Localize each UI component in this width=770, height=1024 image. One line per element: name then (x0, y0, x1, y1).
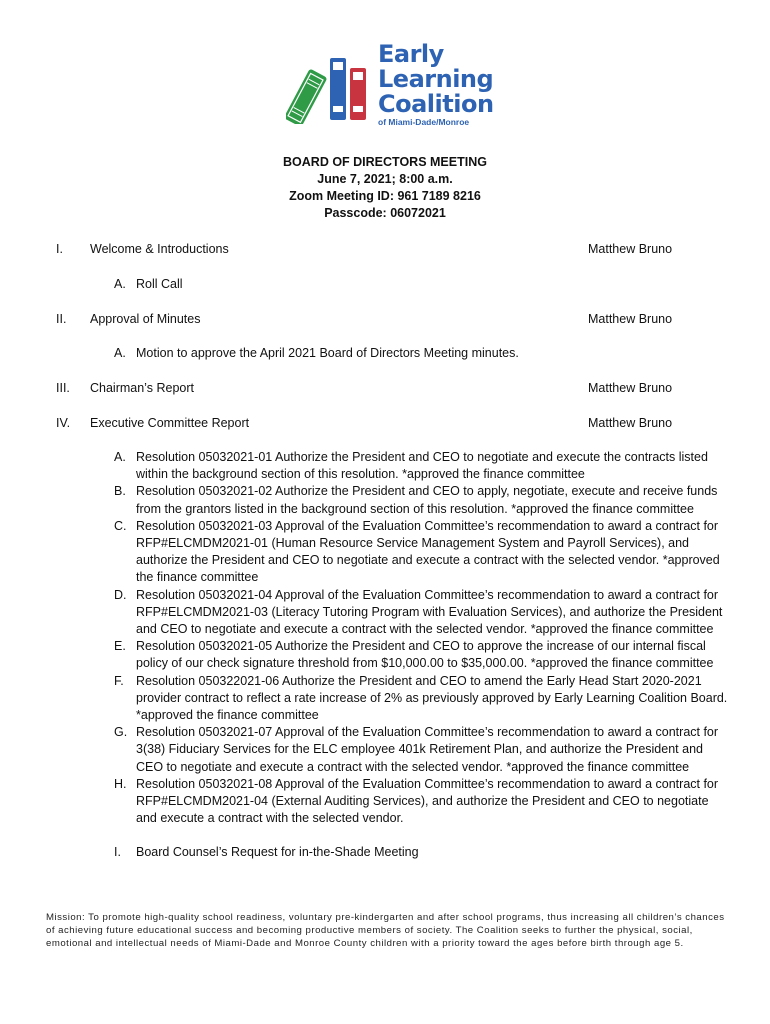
mission-statement: Mission: To promote high-quality school readiness, voluntary pre-kindergarten and after school programs, thus increasing all children’s chances of achieving future educational success and becoming productive members of society. The Coalition seeks to further the physical, social, emotional and intellectual needs of Miami-Dade and Monroe County children with a priority toward the ages before birth through age 5. (46, 912, 725, 950)
subitem-letter: A. (114, 346, 126, 360)
resolution-text: Resolution 050322021-06 Authorize the President and CEO to amend the Early Head Start 2020-2021 provider contract to reflect a rate increase of 2% as previously approved by Early Learning Coalition Board. *approved the finance committee (136, 673, 728, 723)
resolution-letter: D. (114, 587, 127, 602)
resolution-item (0, 449, 770, 483)
resolution-text: Resolution 05032021-02 Authorize the President and CEO to apply, negotiate, execute and receive funds from the grantors listed in the background section of this resolution. *approved the finance committee (136, 484, 718, 516)
resolution-item (0, 776, 770, 828)
resolution-text: Resolution 05032021-01 Authorize the President and CEO to negotiate and execute the contracts listed within the background section of this resolution. *approved the finance committee (136, 450, 708, 482)
resolution-letter: G. (114, 725, 128, 740)
resolution-letter: E. (114, 639, 126, 654)
agenda-subitem (0, 275, 770, 293)
resolution-letter: B. (114, 484, 126, 499)
meeting-title: BOARD OF DIRECTORS MEETING (283, 155, 487, 169)
meeting-header (0, 154, 770, 222)
logo-line-3: Coalition (378, 90, 494, 118)
logo-subline: of Miami-Dade/Monroe (378, 117, 470, 127)
agenda-item (0, 414, 770, 432)
resolution-letter: C. (114, 518, 127, 533)
agenda-presenter: Matthew Bruno (588, 381, 673, 395)
resolution-letter: H. (114, 776, 127, 791)
agenda-numeral: IV. (56, 416, 71, 430)
zoom-meeting-id: Zoom Meeting ID: 961 7189 8216 (289, 189, 481, 203)
item-letter: I. (114, 845, 121, 860)
logo-line-2: Learning (378, 65, 494, 93)
agenda-presenter: Matthew Bruno (588, 242, 673, 256)
resolution-item (0, 724, 770, 776)
agenda-numeral: II. (56, 312, 67, 326)
resolutions-list (0, 449, 770, 862)
logo-wordmark (378, 42, 494, 127)
agenda-title: Approval of Minutes (90, 312, 201, 326)
resolution-text: Resolution 05032021-08 Approval of the Evaluation Committee’s recommendation to award a contract for RFP#ELCMDM2021-04 (External Auditing Services), and authorize the President and CEO to negotiate and execute a contract with the selected vendor. (136, 776, 719, 826)
resolution-item (0, 638, 770, 672)
agenda-subitem (0, 344, 770, 362)
resolution-text: Resolution 05032021-04 Approval of the Evaluation Committee’s recommendation to award a contract for RFP#ELCMDM2021-03 (Literacy Tutoring Program with Evaluation Services), and authorize the President and CEO to negotiate and execute a contract with the selected vendor. *approved the finance committee (136, 587, 723, 637)
resolution-letter: A. (114, 450, 126, 464)
agenda-title: Executive Committee Report (90, 416, 250, 430)
board-counsel-item (0, 844, 770, 861)
agenda-title: Chairman’s Report (90, 381, 194, 395)
agenda-item (0, 240, 770, 258)
agenda-item (0, 379, 770, 397)
resolution-text: Resolution 05032021-05 Authorize the President and CEO to approve the increase of our internal fiscal policy of our check signature threshold from $10,000.00 to $35,000.00. *approved the finance committee (136, 639, 714, 671)
agenda-numeral: I. (56, 242, 63, 256)
resolution-item (0, 673, 770, 725)
subitem-text: Roll Call (136, 277, 183, 291)
item-text: Board Counsel’s Request for in-the-Shade Meeting (136, 845, 419, 860)
subitem-text: Motion to approve the April 2021 Board of Directors Meeting minutes. (136, 346, 519, 360)
meeting-date: June 7, 2021; 8:00 a.m. (317, 172, 453, 186)
resolution-item (0, 483, 770, 517)
agenda-presenter: Matthew Bruno (588, 416, 673, 430)
logo-line-1: Early (378, 40, 444, 68)
books-logo-icon (286, 44, 382, 124)
resolution-text: Resolution 05032021-03 Approval of the Evaluation Committee’s recommendation to award a contract for RFP#ELCMDM2021-01 (Human Resource Service Management System and Payroll Services), and authorize the President and CEO to negotiate and execute a contract with the selected vendor. *approved the finance committee (136, 518, 720, 585)
resolution-item (0, 587, 770, 639)
agenda-numeral: III. (56, 381, 70, 395)
agenda-presenter: Matthew Bruno (588, 312, 673, 326)
agenda-item (0, 310, 770, 328)
resolution-item (0, 518, 770, 587)
subitem-letter: A. (114, 277, 126, 291)
resolution-letter: F. (114, 673, 124, 688)
agenda-title: Welcome & Introductions (90, 242, 229, 256)
resolution-text: Resolution 05032021-07 Approval of the Evaluation Committee’s recommendation to award a contract for 3(38) Fiduciary Services for the ELC employee 401k Retirement Plan, and authorize the President and CEO to negotiate and execute a contract with the selected vendor. *approved the finance committee (136, 725, 719, 774)
passcode: Passcode: 06072021 (324, 206, 446, 220)
